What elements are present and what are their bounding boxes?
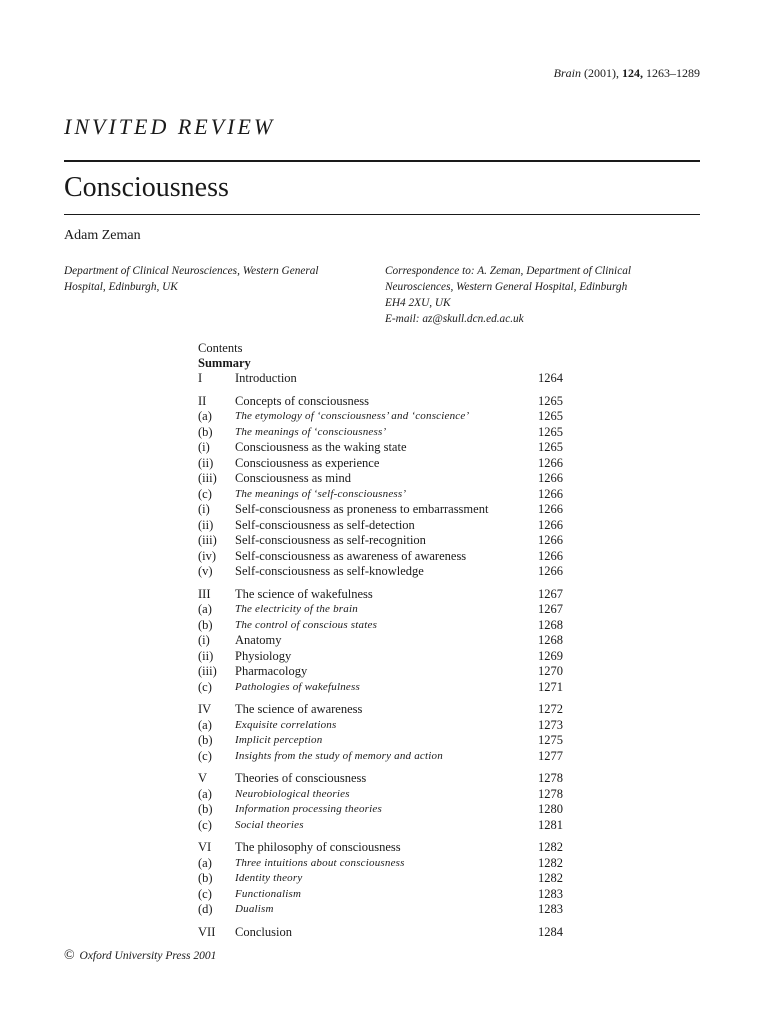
copyright-footer	[64, 948, 216, 964]
toc-entry	[198, 549, 578, 565]
toc-entry	[198, 587, 578, 603]
toc-entry-title: Self-consciousness as self-recognition	[235, 533, 426, 547]
toc-entry-title: Self-consciousness as self-detection	[235, 517, 415, 532]
toc-entry-title: The meanings of ‘self-consciousness’	[235, 487, 407, 500]
toc-sections	[198, 371, 578, 940]
toc-entry-page: 1265	[538, 393, 563, 408]
toc-entry-title: The philosophy of consciousness	[235, 840, 401, 854]
copyright-icon: ©	[64, 948, 75, 963]
toc-entry-number: (b)	[198, 871, 213, 885]
toc-entry	[198, 871, 578, 887]
title-rule-bottom	[64, 214, 700, 215]
toc-entry-title: Concepts of consciousness	[235, 393, 370, 408]
toc-entry-page: 1266	[538, 486, 563, 501]
toc-entry-title: Consciousness as mind	[235, 471, 351, 485]
toc-entry-page: 1284	[538, 924, 563, 939]
toc-entry	[198, 409, 578, 425]
toc-entry-number: (c)	[198, 748, 212, 763]
toc-entry-title: Introduction	[235, 371, 297, 385]
toc-entry-number: (ii)	[198, 517, 214, 532]
toc-entry-title: Insights from the study of memory and action	[235, 749, 443, 762]
toc-entry-number: (iii)	[198, 471, 217, 485]
toc-entry-page: 1277	[538, 748, 563, 763]
toc-entry-title: Self-consciousness as proneness to embarrassment	[235, 502, 489, 516]
toc-entry-title: Information processing theories	[235, 803, 382, 815]
toc-entry	[198, 602, 578, 618]
toc-entry	[198, 471, 578, 487]
toc-entry-number: (a)	[198, 717, 212, 732]
toc-entry	[198, 487, 578, 503]
toc-entry-page: 1267	[538, 602, 563, 616]
toc-entry	[198, 902, 578, 918]
toc-entry-page: 1275	[538, 733, 563, 747]
toc-entry-title: Physiology	[235, 648, 292, 663]
toc-entry	[198, 664, 578, 680]
article-title: Consciousness	[64, 172, 229, 203]
toc-entry-page: 1265	[538, 440, 563, 454]
toc-entry-number: (ii)	[198, 455, 214, 470]
toc-entry	[198, 749, 578, 765]
toc-entry-title: Three intuitions about consciousness	[235, 856, 405, 869]
title-rule-top	[64, 160, 700, 162]
toc-entry-number: (i)	[198, 633, 210, 647]
toc-entry-page: 1283	[538, 902, 563, 916]
toc-entry-number: (d)	[198, 902, 213, 916]
toc-entry	[198, 856, 578, 872]
journal-citation	[554, 66, 700, 81]
toc-entry-title: The science of wakefulness	[235, 586, 373, 601]
correspondence-line: EH4 2XU, UK	[385, 297, 451, 309]
toc-entry-page: 1282	[538, 840, 563, 854]
toc-entry-number: (c)	[198, 486, 212, 501]
toc-entry	[198, 425, 578, 441]
toc-entry-title: Dualism	[235, 903, 274, 915]
toc-entry	[198, 702, 578, 718]
toc-entry-title: Identity theory	[235, 872, 303, 884]
toc-section	[198, 840, 578, 918]
correspondence-email: E-mail: az@skull.dcn.ed.ac.uk	[385, 313, 524, 325]
toc-entry	[198, 633, 578, 649]
toc-entry-number: (c)	[198, 817, 212, 832]
toc-entry-title: The electricity of the brain	[235, 603, 358, 615]
toc-entry	[198, 925, 578, 941]
toc-entry	[198, 718, 578, 734]
journal-year: (2001),	[584, 66, 619, 80]
toc-entry	[198, 787, 578, 803]
toc-entry	[198, 840, 578, 856]
toc-entry-page: 1266	[538, 502, 563, 516]
toc-entry-number: (b)	[198, 733, 213, 747]
toc-section	[198, 371, 578, 387]
toc-entry-title: Self-consciousness as awareness of awareness	[235, 548, 467, 563]
toc-entry-number: VII	[198, 924, 216, 939]
toc-entry-page: 1266	[538, 548, 563, 563]
toc-entry-title: Social theories	[235, 818, 304, 831]
copyright-text: Oxford University Press 2001	[79, 950, 217, 962]
toc-entry-page: 1266	[538, 564, 563, 578]
toc-entry-number: V	[198, 771, 208, 785]
toc-entry-title: Consciousness as experience	[235, 455, 380, 470]
toc-entry-title: Exquisite correlations	[235, 718, 337, 731]
toc-entry-number: (iii)	[198, 664, 217, 678]
toc-entry-number: (c)	[198, 679, 212, 694]
toc-entry-number: (a)	[198, 786, 212, 801]
journal-volume: 124,	[622, 66, 643, 80]
toc-entry-page: 1273	[538, 717, 563, 732]
toc-entry	[198, 771, 578, 787]
toc-entry-title: The etymology of ‘consciousness’ and ‘conscience’	[235, 410, 470, 422]
toc-entry-number: III	[198, 586, 211, 601]
toc-entry-number: VI	[198, 840, 212, 854]
toc-entry	[198, 394, 578, 410]
toc-entry-number: I	[198, 371, 203, 385]
toc-entry-number: (b)	[198, 424, 213, 439]
toc-entry-number: (i)	[198, 502, 210, 516]
toc-section	[198, 587, 578, 696]
toc-entry-page: 1283	[538, 886, 563, 901]
toc-entry-title: Theories of consciousness	[235, 771, 367, 785]
toc-entry-number: (i)	[198, 440, 210, 454]
correspondence-line: Correspondence to: A. Zeman, Department of Clinical	[385, 265, 631, 277]
toc-entry-number: (iv)	[198, 548, 217, 563]
toc-entry-page: 1264	[538, 371, 563, 385]
toc-entry-number: (ii)	[198, 648, 214, 663]
toc-entry-page: 1265	[538, 424, 563, 439]
toc-entry-title: Self-consciousness as self-knowledge	[235, 564, 424, 578]
toc-entry-page: 1266	[538, 455, 563, 470]
toc-entry-number: (b)	[198, 617, 213, 632]
toc-entry	[198, 680, 578, 696]
toc-entry-page: 1278	[538, 771, 563, 785]
toc-entry-page: 1280	[538, 802, 563, 816]
toc-entry	[198, 456, 578, 472]
toc-entry-page: 1282	[538, 855, 563, 870]
toc-entry-page: 1269	[538, 648, 563, 663]
toc-entry	[198, 649, 578, 665]
affiliation-line: Hospital, Edinburgh, UK	[64, 281, 178, 293]
contents-heading: Contents	[198, 341, 243, 355]
toc-entry-page: 1267	[538, 586, 563, 601]
toc-section	[198, 771, 578, 833]
toc-section	[198, 925, 578, 941]
toc-entry-title: Implicit perception	[235, 734, 323, 746]
toc-entry-title: Pathologies of wakefulness	[235, 680, 360, 693]
toc-entry	[198, 618, 578, 634]
toc-section	[198, 702, 578, 764]
toc-entry-title: Consciousness as the waking state	[235, 440, 407, 454]
toc-entry	[198, 518, 578, 534]
toc-entry-page: 1266	[538, 471, 563, 485]
toc-entry-page: 1265	[538, 409, 563, 423]
toc-entry-number: (a)	[198, 602, 212, 616]
toc-entry	[198, 802, 578, 818]
toc-entry-title: The control of conscious states	[235, 618, 378, 631]
toc-entry	[198, 440, 578, 456]
toc-entry-number: (b)	[198, 802, 213, 816]
journal-pages: 1263–1289	[646, 66, 700, 80]
toc-entry-page: 1268	[538, 617, 563, 632]
toc-entry-page: 1271	[538, 679, 563, 694]
toc-entry-number: (c)	[198, 886, 212, 901]
toc-entry	[198, 371, 578, 387]
correspondence-line: Neurosciences, Western General Hospital, Edinburgh	[385, 281, 628, 293]
toc-entry-number: (a)	[198, 409, 212, 423]
toc-entry-page: 1268	[538, 633, 563, 647]
toc-entry-title: The science of awareness	[235, 702, 363, 716]
toc-entry-page: 1266	[538, 517, 563, 532]
toc-entry-number: IV	[198, 702, 212, 716]
toc-entry-number: (iii)	[198, 533, 217, 547]
journal-name: Brain	[553, 66, 581, 80]
affiliation-line: Department of Clinical Neurosciences, Western General	[64, 265, 319, 277]
toc-entry	[198, 887, 578, 903]
toc-entry	[198, 818, 578, 834]
toc-entry-title: Functionalism	[235, 887, 302, 900]
toc-entry-title: Anatomy	[235, 633, 282, 647]
toc-entry-number: (v)	[198, 564, 213, 578]
toc-entry-title: Pharmacology	[235, 664, 308, 678]
author-name: Adam Zeman	[64, 228, 141, 243]
toc-entry-number: (a)	[198, 855, 212, 870]
toc-section	[198, 394, 578, 580]
toc-entry-page: 1281	[538, 817, 563, 832]
toc-entry	[198, 502, 578, 518]
toc-entry-page: 1272	[538, 702, 563, 716]
toc-entry	[198, 733, 578, 749]
toc-entry-page: 1270	[538, 664, 563, 678]
toc-entry-title: Neurobiological theories	[235, 787, 350, 800]
toc-entry	[198, 533, 578, 549]
correspondence	[385, 263, 705, 327]
toc-entry-page: 1266	[538, 533, 563, 547]
section-label: INVITED REVIEW	[64, 114, 276, 139]
toc-entry-number: II	[198, 393, 207, 408]
contents-summary: Summary	[198, 356, 251, 370]
toc-entry-page: 1282	[538, 871, 563, 885]
toc-entry	[198, 564, 578, 580]
toc-entry-title: The meanings of ‘consciousness’	[235, 425, 387, 438]
table-of-contents	[198, 340, 578, 940]
toc-entry-title: Conclusion	[235, 924, 292, 939]
affiliation	[64, 263, 364, 295]
toc-entry-page: 1278	[538, 786, 563, 801]
